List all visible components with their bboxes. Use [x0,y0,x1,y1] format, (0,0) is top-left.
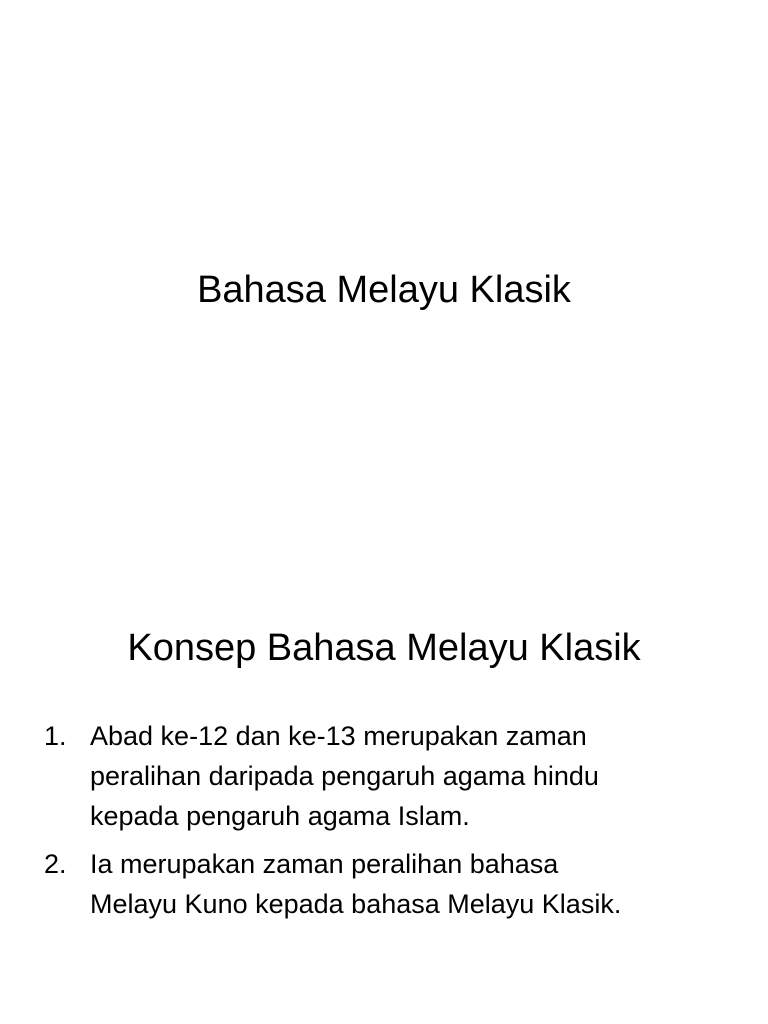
point-item-2 [44,844,744,924]
point-line: Abad ke-12 dan ke-13 merupakan zaman [90,721,587,751]
point-line: peralihan daripada pengaruh agama hindu [90,761,599,791]
point-item-1 [44,716,744,836]
slide-title-konsep: Konsep Bahasa Melayu Klasik [127,627,641,669]
point-line: kepada pengaruh agama Islam. [90,801,470,831]
point-text [90,844,744,924]
point-text [90,716,744,836]
slide-title-bahasa-melayu-klasik: Bahasa Melayu Klasik [197,269,571,311]
point-number: 1. [44,721,67,751]
point-line: Melayu Kuno kepada bahasa Melayu Klasik. [90,889,622,919]
point-list [44,716,744,932]
point-number: 2. [44,849,67,879]
point-line: Ia merupakan zaman peralihan bahasa [90,849,559,879]
